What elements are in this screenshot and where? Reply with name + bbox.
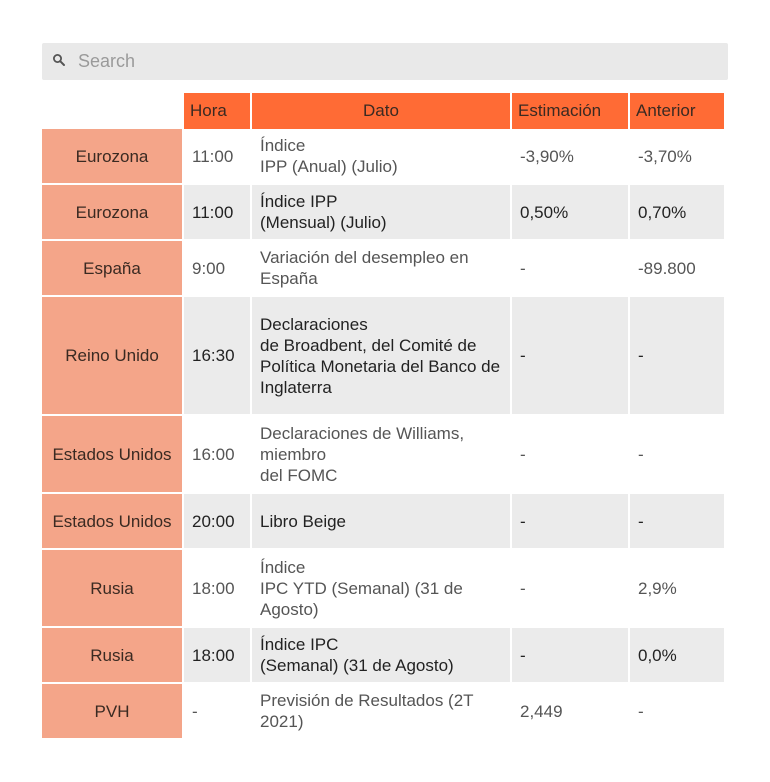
dato-cell: Declaraciones de Williams, miembro del FOMC (252, 416, 512, 494)
dato-cell: Índice IPC YTD (Semanal) (31 de Agosto) (252, 550, 512, 628)
country-cell: Estados Unidos (42, 416, 184, 494)
hora-cell: 11:00 (184, 129, 252, 185)
table-row (42, 297, 726, 416)
country-cell: España (42, 241, 184, 297)
header-dato: Dato (252, 93, 512, 129)
hora-cell: - (184, 684, 252, 740)
estimacion-cell: - (512, 494, 630, 550)
hora-cell: 20:00 (184, 494, 252, 550)
dato-cell: Declaraciones de Broadbent, del Comité de Política Monetaria del Banco de Inglaterra (252, 297, 512, 416)
country-cell: Eurozona (42, 185, 184, 241)
anterior-cell: - (630, 297, 726, 416)
hora-cell: 9:00 (184, 241, 252, 297)
anterior-cell: 0,70% (630, 185, 726, 241)
dato-cell: Libro Beige (252, 494, 512, 550)
anterior-cell: - (630, 494, 726, 550)
header-country-spacer (42, 93, 184, 129)
table-row (42, 185, 726, 241)
estimacion-cell: -3,90% (512, 129, 630, 185)
table-row (42, 416, 726, 494)
estimacion-cell: 2,449 (512, 684, 630, 740)
table-header-row (42, 93, 726, 129)
header-hora: Hora (184, 93, 252, 129)
dato-cell: Variación del desempleo en España (252, 241, 512, 297)
hora-cell: 16:30 (184, 297, 252, 416)
anterior-cell: - (630, 684, 726, 740)
dato-cell: Índice IPP (Mensual) (Julio) (252, 185, 512, 241)
estimacion-cell: 0,50% (512, 185, 630, 241)
table-row (42, 494, 726, 550)
search-bar[interactable] (42, 43, 728, 80)
dato-cell: Previsión de Resultados (2T 2021) (252, 684, 512, 740)
hora-cell: 18:00 (184, 550, 252, 628)
country-cell: Reino Unido (42, 297, 184, 416)
anterior-cell: -89.800 (630, 241, 726, 297)
hora-cell: 16:00 (184, 416, 252, 494)
hora-cell: 18:00 (184, 628, 252, 684)
table-row (42, 628, 726, 684)
hora-cell: 11:00 (184, 185, 252, 241)
anterior-cell: - (630, 416, 726, 494)
table-row (42, 129, 726, 185)
anterior-cell: 2,9% (630, 550, 726, 628)
anterior-cell: -3,70% (630, 129, 726, 185)
estimacion-cell: - (512, 628, 630, 684)
header-anterior: Anterior (630, 93, 726, 129)
estimacion-cell: - (512, 550, 630, 628)
header-estimacion: Estimación (512, 93, 630, 129)
dato-cell: Índice IPP (Anual) (Julio) (252, 129, 512, 185)
estimacion-cell: - (512, 416, 630, 494)
estimacion-cell: - (512, 241, 630, 297)
dato-cell: Índice IPC (Semanal) (31 de Agosto) (252, 628, 512, 684)
country-cell: Rusia (42, 628, 184, 684)
search-input[interactable] (78, 43, 718, 80)
country-cell: Eurozona (42, 129, 184, 185)
country-cell: Rusia (42, 550, 184, 628)
estimacion-cell: - (512, 297, 630, 416)
table-row (42, 684, 726, 740)
anterior-cell: 0,0% (630, 628, 726, 684)
country-cell: Estados Unidos (42, 494, 184, 550)
country-cell: PVH (42, 684, 184, 740)
search-icon (52, 53, 66, 67)
table-row (42, 550, 726, 628)
table-row (42, 241, 726, 297)
economic-calendar-table (42, 93, 726, 740)
